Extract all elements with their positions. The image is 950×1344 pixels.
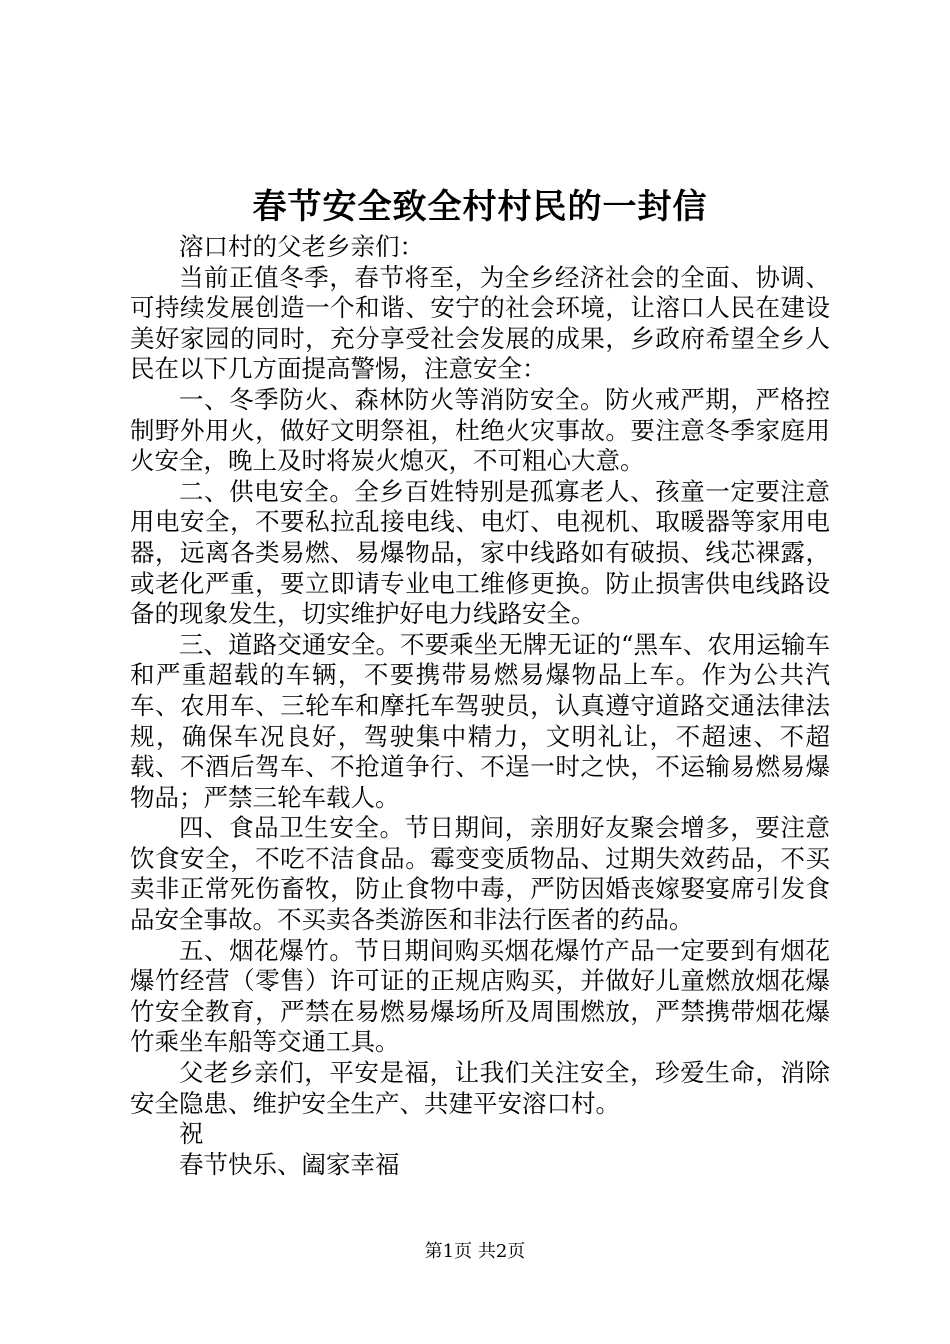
document-body — [130, 232, 830, 1180]
paragraph-intro: 当前正值冬季，春节将至，为全乡经济社会的全面、协调、可持续发展创造一个和谐、安宁的社会环境，让溶口人民在建设美好家园的同时，充分享受社会发展的成果，乡政府希望全乡人民在以下几方面提高警惕，注意安全： — [130, 262, 830, 384]
paragraph-electric-safety: 二、供电安全。全乡百姓特别是孤寡老人、孩童一定要注意用电安全，不要私拉乱接电线、电灯、电视机、取暖器等家用电器，远离各类易燃、易爆物品，家中线路如有破损、线芯裸露，或老化严重，要立即请专业电工维修更换。防止损害供电线路设备的现象发生，切实维护好电力线路安全。 — [130, 476, 830, 629]
page-footer: 第1页 共2页 — [424, 1241, 526, 1262]
paragraph-fire-safety: 一、冬季防火、森林防火等消防安全。防火戒严期，严格控制野外用火，做好文明祭祖，杜绝火灾事故。要注意冬季家庭用火安全，晚上及时将炭火熄灭，不可粗心大意。 — [130, 384, 830, 476]
closing-line-1: 祝 — [179, 1119, 204, 1149]
paragraph-fireworks: 五、烟花爆竹。节日期间购买烟花爆竹产品一定要到有烟花爆竹经营（零售）许可证的正规店购买，并做好儿童燃放烟花爆竹安全教育，严禁在易燃易爆场所及周围燃放，严禁携带烟花爆竹乘坐车船等交通工具。 — [130, 935, 830, 1057]
paragraph-traffic-safety: 三、道路交通安全。不要乘坐无牌无证的“黑车、农用运输车和严重超载的车辆，不要携带易燃易爆物品上车。作为公共汽车、农用车、三轮车和摩托车驾驶员，认真遵守道路交通法律法规，确保车况良好，驾驶集中精力，文明礼让，不超速、不超载、不酒后驾车、不抢道争行、不逞一时之快，不运输易燃易爆物品；严禁三轮车载人。 — [130, 629, 830, 812]
salutation: 溶口村的父老乡亲们： — [179, 232, 424, 261]
closing-line-2: 春节快乐、阖家幸福 — [179, 1149, 400, 1179]
paragraph-conclusion: 父老乡亲们，平安是福，让我们关注安全，珍爱生命，消除安全隐患、维护安全生产、共建平安溶口村。 — [130, 1058, 830, 1118]
document-title: 春节安全致全村村民的一封信 — [252, 187, 708, 227]
paragraph-food-safety: 四、食品卫生安全。节日期间，亲朋好友聚会增多，要注意饮食安全，不吃不洁食品。霉变变质物品、过期失效药品，不买卖非正常死伤畜牧，防止食物中毒，严防因婚丧嫁娶宴席引发食品安全事故。不买卖各类游医和非法行医者的药品。 — [130, 813, 830, 935]
